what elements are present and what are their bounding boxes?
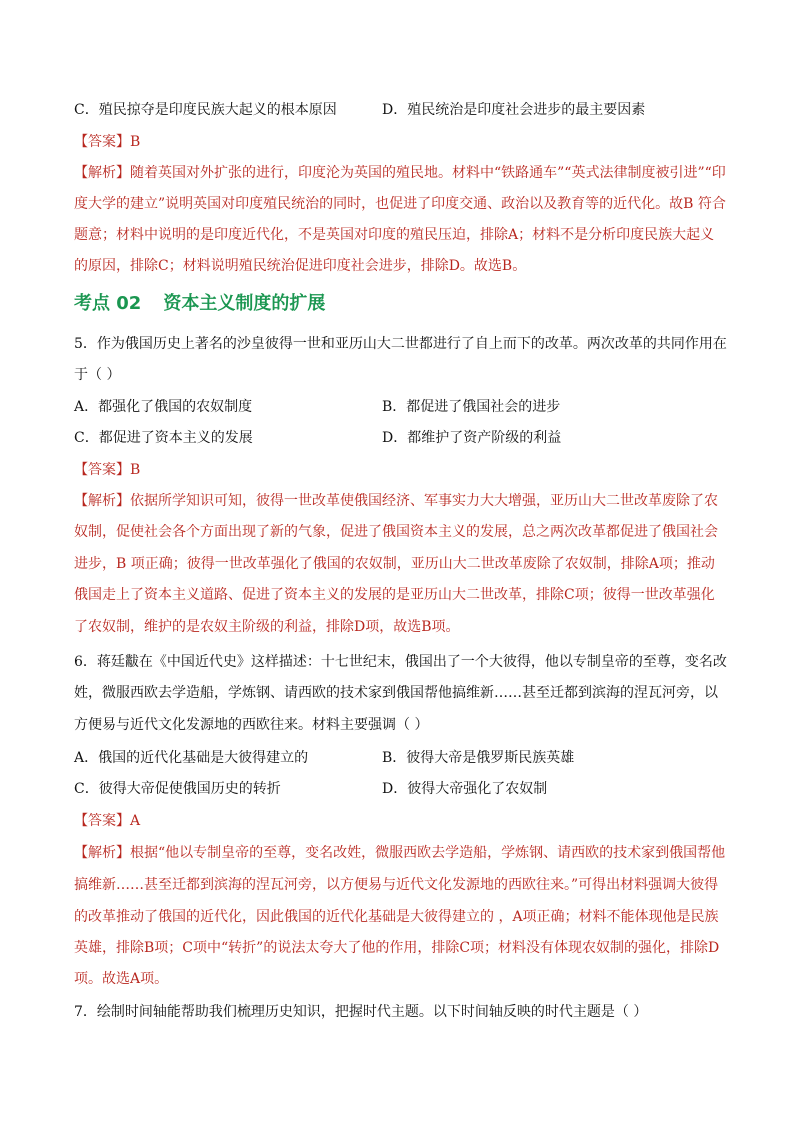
q6-analysis-line-3: 的改革推动了俄国的近代化，因此俄国的近代化基础是大彼得建立的 ，A项正确；材料不能体现他是民族 — [74, 909, 719, 925]
q5-stem-line-2: 于（ ） — [74, 367, 121, 383]
q7-stem: 7．绘制时间轴能帮助我们梳理历史知识，把握时代主题。以下时间轴反映的时代主题是（ ） — [74, 1004, 648, 1020]
q4-analysis-line-4: 的原因，排除C；材料说明殖民统治促进印度社会进步，排除D。故选B。 — [74, 258, 527, 274]
q6-stem-line-1: 6．蒋廷黻在《中国近代史》这样描述：十七世纪末，俄国出了一个大彼得，他以专制皇帝的至尊，变名改 — [74, 654, 727, 670]
q6-analysis-line-2: 搞维新……甚至迁都到滨海的涅瓦河旁，以方便易与近代文化发源地的西欧往来。”可得出材料强调大彼得 — [74, 877, 719, 893]
q5-analysis-line-2: 奴制，促使社会各个方面出现了新的气象，促进了俄国资本主义的发展，总之两次改革都促进了俄国社会 — [74, 524, 718, 540]
q4-analysis-line-3: 题意；材料中说明的是印度近代化，不是英国对印度的殖民压迫，排除A；材料不是分析印度民族大起义 — [74, 227, 715, 243]
q6-option-a: A．俄国的近代化基础是大彼得建立的 — [74, 750, 309, 766]
q4-analysis-line-1: 【解析】随着英国对外扩张的进行，印度沦为英国的殖民地。材料中“铁路通车”“英式法律制度被引进”“印 — [74, 165, 726, 181]
q6-analysis-line-4: 英雄，排除B项；C项中“转折”的说法太夸大了他的作用，排除C项；材料没有体现农奴制的强化，排除D — [74, 940, 720, 956]
q5-analysis-line-4: 俄国走上了资本主义道路、促进了资本主义的发展的是亚历山大二世改革，排除C项；彼得一世改革强化 — [74, 587, 715, 603]
q6-analysis-line-5: 项。故选A项。 — [74, 971, 169, 987]
q6-option-c: C．彼得大帝促使俄国历史的转折 — [74, 781, 281, 797]
q6-option-b: B．彼得大帝是俄罗斯民族英雄 — [382, 750, 575, 766]
q5-option-d: D．都维护了资产阶级的利益 — [382, 430, 562, 446]
q5-analysis-line-5: 了农奴制，维护的是农奴主阶级的利益，排除D项，故选B项。 — [74, 619, 460, 635]
q5-option-a: A．都强化了俄国的农奴制度 — [74, 399, 253, 415]
q4-answer: 【答案】B — [74, 134, 141, 150]
section-heading — [74, 292, 325, 316]
section-title: 资本主义制度的扩展 — [163, 293, 326, 314]
q5-stem-line-1: 5．作为俄国历史上著名的沙皇彼得一世和亚历山大二世都进行了自上而下的改革。两次改革的共同作用在 — [74, 336, 727, 352]
q4-option-c: C．殖民掠夺是印度民族大起义的根本原因 — [74, 102, 337, 118]
q6-option-d: D．彼得大帝强化了农奴制 — [382, 781, 548, 797]
q5-option-b: B．都促进了俄国社会的进步 — [382, 399, 561, 415]
q6-stem-line-3: 方便易与近代文化发源地的西欧往来。材料主要强调（ ） — [74, 717, 429, 733]
q6-stem-line-2: 姓，微服西欧去学造船，学炼钢、请西欧的技术家到俄国帮他搞维新……甚至迁都到滨海的涅瓦河旁，以 — [74, 685, 718, 701]
q4-analysis-line-2: 度大学的建立”说明英国对印度殖民统治的同时，也促进了印度交通、政治以及教育等的近代化。故B 符合 — [74, 196, 726, 212]
q5-analysis-line-1: 【解析】依据所学知识可知，彼得一世改革使俄国经济、军事实力大大增强，亚历山大二世改革废除了农 — [74, 493, 718, 509]
q6-answer: 【答案】A — [74, 813, 141, 829]
q6-analysis-line-1: 【解析】根据“他以专制皇帝的至尊，变名改姓，微服西欧去学造船，学炼钢、请西欧的技术家到俄国帮他 — [74, 845, 726, 861]
section-number: 考点 02 — [74, 293, 142, 314]
q5-option-c: C．都促进了资本主义的发展 — [74, 430, 253, 446]
q5-analysis-line-3: 进步，B 项正确；彼得一世改革强化了俄国的农奴制，亚历山大二世改革废除了农奴制，排除A项；推动 — [74, 556, 715, 572]
q5-answer: 【答案】B — [74, 462, 141, 478]
q4-option-d: D．殖民统治是印度社会进步的最主要因素 — [382, 102, 646, 118]
